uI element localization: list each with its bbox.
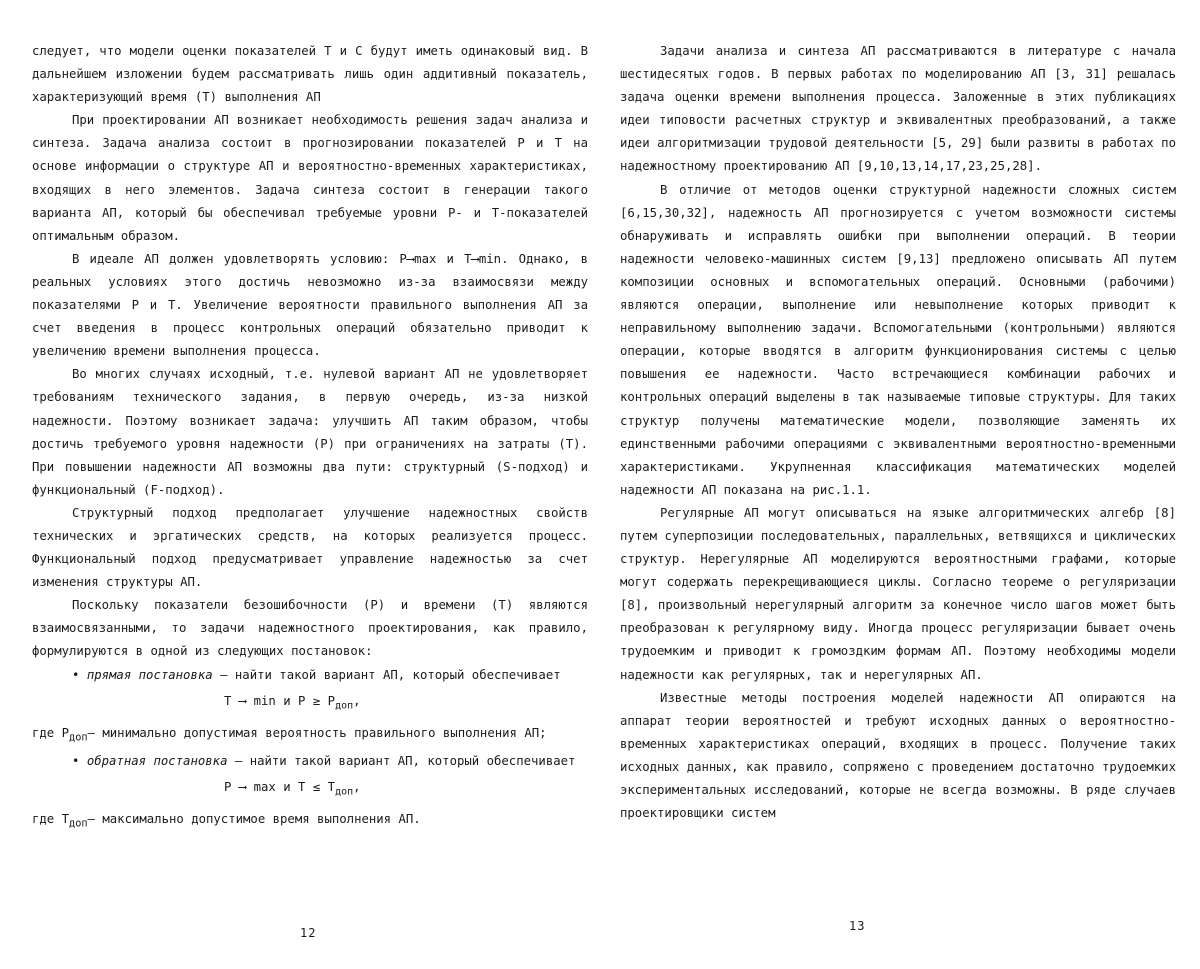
left-page-text [32, 40, 588, 836]
t-dop-definition [32, 808, 588, 836]
formula-inverse-sub: доп [335, 786, 354, 798]
direct-statement-text: – найти такой вариант АП, который обеспечивает [212, 667, 561, 682]
right-page [590, 40, 1200, 969]
left-paragraph-2: При проектировании АП возникает необходимость решения задач анализа и синтеза. Задача анализа состоит в прогнозировании показателей P и T на основе информации о структуре АП и вероятностно-временных характеристиках, входящих в него элементов. Задача синтеза состоит в генерации такого варианта АП, который бы обеспечивал требуемые уровни P- и T-показателей оптимальным образом. [32, 113, 588, 243]
p-dop-symbol: где P [32, 726, 70, 741]
left-paragraph-5: Структурный подход предполагает улучшение надежностных свойств технических и эргатических средств, на которых реализуется процесс. Функциональный подход предусматривает управление надежностью за счет изменения структуры АП. [32, 505, 588, 590]
formula-direct-sub: доп [335, 700, 354, 712]
formula-direct-main: T ⟶ min и P ≥ P [224, 693, 336, 708]
right-paragraph-2: В отличие от методов оценки структурной надежности сложных систем [6,15,30,32], надежность АП прогнозируется с учетом возможности системы обнаруживать и исправлять ошибки при выполнении операций. В теории надежности человеко-машинных систем [9,13] предложено описывать АП путем композиции основных и вспомогательных операций. Основными (рабочими) являются операции, выполнение или невыполнение которых приводит к неправильному выполнению задачи. Вспомогательными (контрольными) являются операции, которые вводятся в алгоритм функционирования системы с целью повышения ее надежности. Часто встречающиеся комбинации рабочих и контрольных операций выделены в так называемые типовые структуры. Для таких структур получены математические модели, позволяющие заменять их единственными рабочими операциями с эквивалентными вероятностно-временными характеристиками. Укрупненная классификация математических моделей надежности АП показана на рис.1.1. [620, 182, 1176, 497]
left-paragraph-1: следует, что модели оценки показателей T и C будут иметь одинаковый вид. В дальнейшем изложении будем рассматривать лишь один аддитивный показатель, характеризующий время (T) выполнения АП [32, 44, 588, 105]
direct-statement-paragraph [32, 664, 588, 687]
t-dop-symbol: где T [32, 812, 70, 827]
page-number-right: 13 [849, 919, 866, 933]
p-dop-definition [32, 722, 588, 750]
right-paragraph-4: Известные методы построения моделей надежности АП опираются на аппарат теории вероятностей и требуют исходных данных о вероятностно-временных характеристиках операций, входящих в процесс. Получение таких исходных данных, как правило, сопряжено с проведением достаточно трудоемких экспериментальных исследований, которые не всегда возможны. В ряде случаев проектировщики систем [620, 690, 1176, 821]
p-dop-sub: доп [69, 731, 88, 744]
bullet: • [72, 753, 87, 768]
t-dop-sub: доп [69, 817, 88, 830]
formula-inverse [32, 775, 588, 804]
left-paragraph-4: Во многих случаях исходный, т.е. нулевой вариант АП не удовлетворяет требованиям технического задания, в первую очередь, из-за низкой надежности. Поэтому возникает задача: улучшить АП таким образом, чтобы достичь требуемого уровня надежности (P) при ограничениях на затраты (T). При повышении надежности АП возможны два пути: структурный (S-подход) и функциональный (F-подход). [32, 367, 588, 497]
formula-direct [32, 689, 588, 718]
right-paragraph-3: Регулярные АП могут описываться на языке алгоритмических алгебр [8] путем суперпозиции последовательных, параллельных, ветвящихся и циклических структур. Нерегулярные АП моделируются вероятностными графами, которые могут содержать перекрещивающиеся циклы. Согласно теореме о регуляризации [8], произвольный нерегулярный алгоритм за конечное число шагов может быть преобразован к регулярному виду. Иногда процесс регуляризации бывает очень трудоемким и приводит к громоздким формам АП. Поэтому необходимы модели надежности как регулярных, так и нерегулярных АП. [620, 505, 1176, 682]
page-number-left: 12 [300, 926, 317, 940]
right-paragraph-1: Задачи анализа и синтеза АП рассматриваются в литературе с начала шестидесятых годов. В первых работах по моделированию АП [3, 31] решалась задача оценки времени выполнения процесса. Заложенные в этих публикациях идеи типовости расчетных структур и эквивалентных преобразований, а также идеи алгоритмизации трудовой деятельности [5, 29] были развиты в работах по надежностному проектированию АП [9,10,13,14,17,23,25,28]. [620, 44, 1176, 174]
left-page [0, 40, 588, 969]
formula-inverse-main: P ⟶ max и T ≤ T [224, 779, 336, 794]
p-dop-text: – минимально допустимая вероятность правильного выполнения АП; [87, 726, 547, 741]
right-page-text [620, 40, 1176, 825]
formula-inverse-tail: , [353, 779, 361, 794]
left-paragraph-6: Поскольку показатели безошибочности (P) и времени (T) являются взаимосвязанными, то задачи надежностного проектирования, как правило, формулируются в одной из следующих постановок: [32, 598, 588, 659]
bullet: • [72, 667, 87, 682]
left-paragraph-3: В идеале АП должен удовлетворять условию: P⟶max и T⟶min. Однако, в реальных условиях этого достичь невозможно из-за взаимосвязи между показателями P и T. Увеличение вероятности правильного выполнения АП за счет введения в процесс контрольных операций обязательно приводит к увеличению времени выполнения процесса. [32, 251, 588, 359]
direct-statement-term: прямая постановка [86, 667, 213, 682]
formula-direct-tail: , [353, 693, 361, 708]
inverse-statement-paragraph [32, 750, 588, 773]
t-dop-text: – максимально допустимое время выполнения АП. [87, 812, 421, 827]
inverse-statement-term: обратная постановка [86, 753, 228, 768]
inverse-statement-text: – найти такой вариант АП, который обеспечивает [227, 753, 576, 768]
